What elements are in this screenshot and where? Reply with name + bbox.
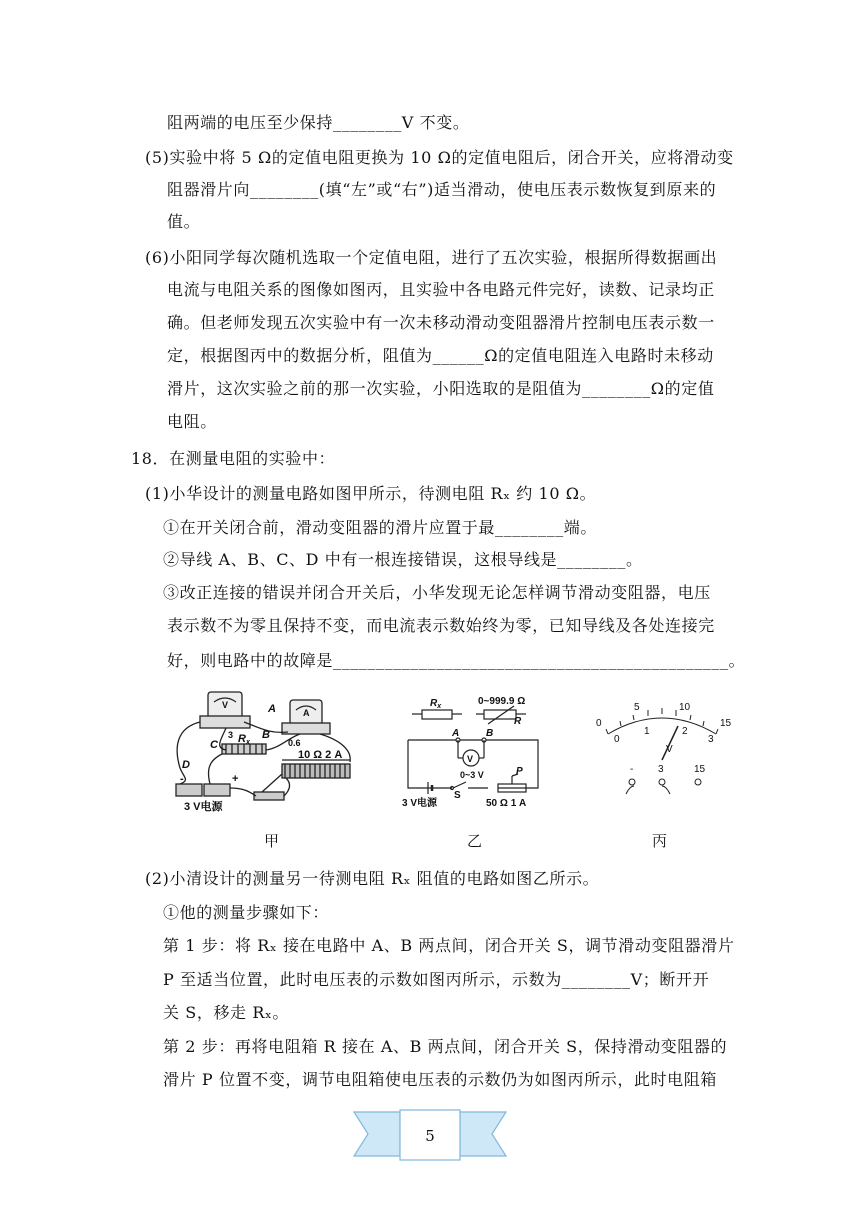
text-line: 滑片，这次实验之前的那一次实验，小阳选取的是阻值为________Ω的定值	[167, 379, 715, 398]
yi-label-B: B	[486, 728, 494, 739]
bing-terminal-15: 15	[694, 764, 706, 775]
yi-label-rheo: 50 Ω 1 A	[486, 798, 527, 809]
label-wire-a: A	[268, 703, 276, 715]
bing-terminal-3: 3	[658, 764, 664, 775]
text-line: ①在开关闭合前，滑动变阻器的滑片应置于最________端。	[163, 518, 598, 537]
text-line: 关 S，移走 Rₓ。	[163, 1003, 289, 1022]
text-line: 表示数不为零且保持不变，而电流表示数始终为零，已知导线及各处连接完	[167, 616, 715, 635]
label-plus: +	[232, 773, 239, 785]
figure-bing-caption: 丙	[652, 832, 668, 850]
label-wire-d: D	[182, 759, 190, 771]
ammeter-symbol: A	[303, 708, 310, 718]
text-line: P 至适当位置，此时电压表的示数如图丙所示，示数为________V；断开开	[163, 970, 710, 989]
text-line: 电流与电阻关系的图像如图丙，且实验中各电路元件完好，读数、记录均正	[167, 280, 715, 299]
figure-bing-voltmeter-dial	[590, 694, 740, 806]
yi-label-S: S	[454, 790, 461, 801]
figure-jia-circuit-photo	[170, 688, 370, 816]
text-line: (5)实验中将 5 Ω的定值电阻更换为 10 Ω的定值电阻后，闭合开关，应将滑动变	[145, 148, 734, 167]
yi-voltmeter-symbol: V	[467, 754, 474, 764]
text-line: 阻器滑片向________(填“左”或“右”)适当滑动，使电压表示数恢复到原来的	[167, 180, 717, 199]
text-line: 滑片 P 位置不变，调节电阻箱使电压表的示数仍为如图丙所示，此时电阻箱	[163, 1070, 717, 1089]
yi-label-R: R	[514, 716, 522, 727]
label-a-06: 0.6	[288, 738, 301, 748]
text-line: ③改正连接的错误并闭合开关后，小华发现无论怎样调节滑动变阻器，电压	[163, 583, 711, 602]
yi-label-P: P	[516, 766, 523, 777]
page-number: 5	[425, 1127, 435, 1145]
text-line: (1)小华设计的测量电路如图甲所示，待测电阻 Rₓ 约 10 Ω。	[145, 484, 597, 503]
label-v-3: 3	[228, 730, 234, 740]
text-line: 好，则电路中的故障是______________________________________________。	[167, 651, 746, 670]
voltmeter-symbol: V	[222, 700, 229, 710]
label-minus: -	[180, 773, 184, 785]
text-line: 值。	[167, 212, 201, 231]
text-line: 电阻。	[167, 412, 217, 431]
text-line: 确。但老师发现五次实验中有一次未移动滑动变阻器滑片控制电压表示数一	[167, 313, 715, 332]
text-line: ①他的测量步骤如下：	[163, 903, 330, 922]
text-line: (2)小清设计的测量另一待测电阻 Rₓ 阻值的电路如图乙所示。	[145, 869, 600, 888]
label-wire-b: B	[262, 729, 270, 741]
bing-top-10: 10	[679, 702, 691, 713]
label-rheostat: 10 Ω 2 A	[298, 749, 343, 761]
text-line: (6)小阳同学每次随机选取一个定值电阻，进行了五次实验，根据所得数据画出	[145, 248, 718, 267]
label-rx: Rx	[238, 733, 250, 746]
figure-jia-caption: 甲	[264, 832, 280, 850]
bing-bottom-2: 2	[682, 726, 688, 737]
figure-yi-caption: 乙	[467, 832, 483, 850]
bing-top-0: 0	[596, 718, 602, 729]
bing-bottom-0: 0	[614, 734, 620, 745]
yi-label-source: 3 V电源	[402, 798, 438, 809]
label-wire-c: C	[210, 739, 218, 751]
bing-bottom-1: 1	[644, 726, 650, 737]
bing-unit: V	[666, 744, 673, 755]
bing-top-15: 15	[720, 718, 732, 729]
text-line: 第 1 步：将 Rₓ 接在电路中 A、B 两点间，闭合开关 S，调节滑动变阻器滑片	[163, 936, 735, 955]
text-line: ②导线 A、B、C、D 中有一根连接错误，这根导线是________。	[163, 550, 643, 569]
yi-label-A: A	[452, 728, 460, 739]
figure-yi-circuit-diagram	[400, 694, 550, 818]
text-line: 定，根据图丙中的数据分析，阻值为______Ω的定值电阻连入电路时未移动	[167, 346, 714, 365]
label-source-jia: 3 V电源	[184, 801, 223, 813]
yi-label-box-range: 0~999.9 Ω	[478, 696, 526, 707]
bing-top-5: 5	[634, 702, 640, 713]
bing-terminal-minus: -	[630, 764, 634, 775]
yi-label-rx: $R_x$	[430, 698, 442, 710]
text-line: 18．在测量电阻的实验中：	[131, 449, 336, 468]
yi-label-range: 0~3 V	[460, 770, 484, 780]
bing-bottom-3: 3	[708, 734, 714, 745]
text-line: 第 2 步：再将电阻箱 R 接在 A、B 两点间，闭合开关 S，保持滑动变阻器的	[163, 1037, 728, 1056]
text-line: 阻两端的电压至少保持________V 不变。	[167, 113, 470, 132]
